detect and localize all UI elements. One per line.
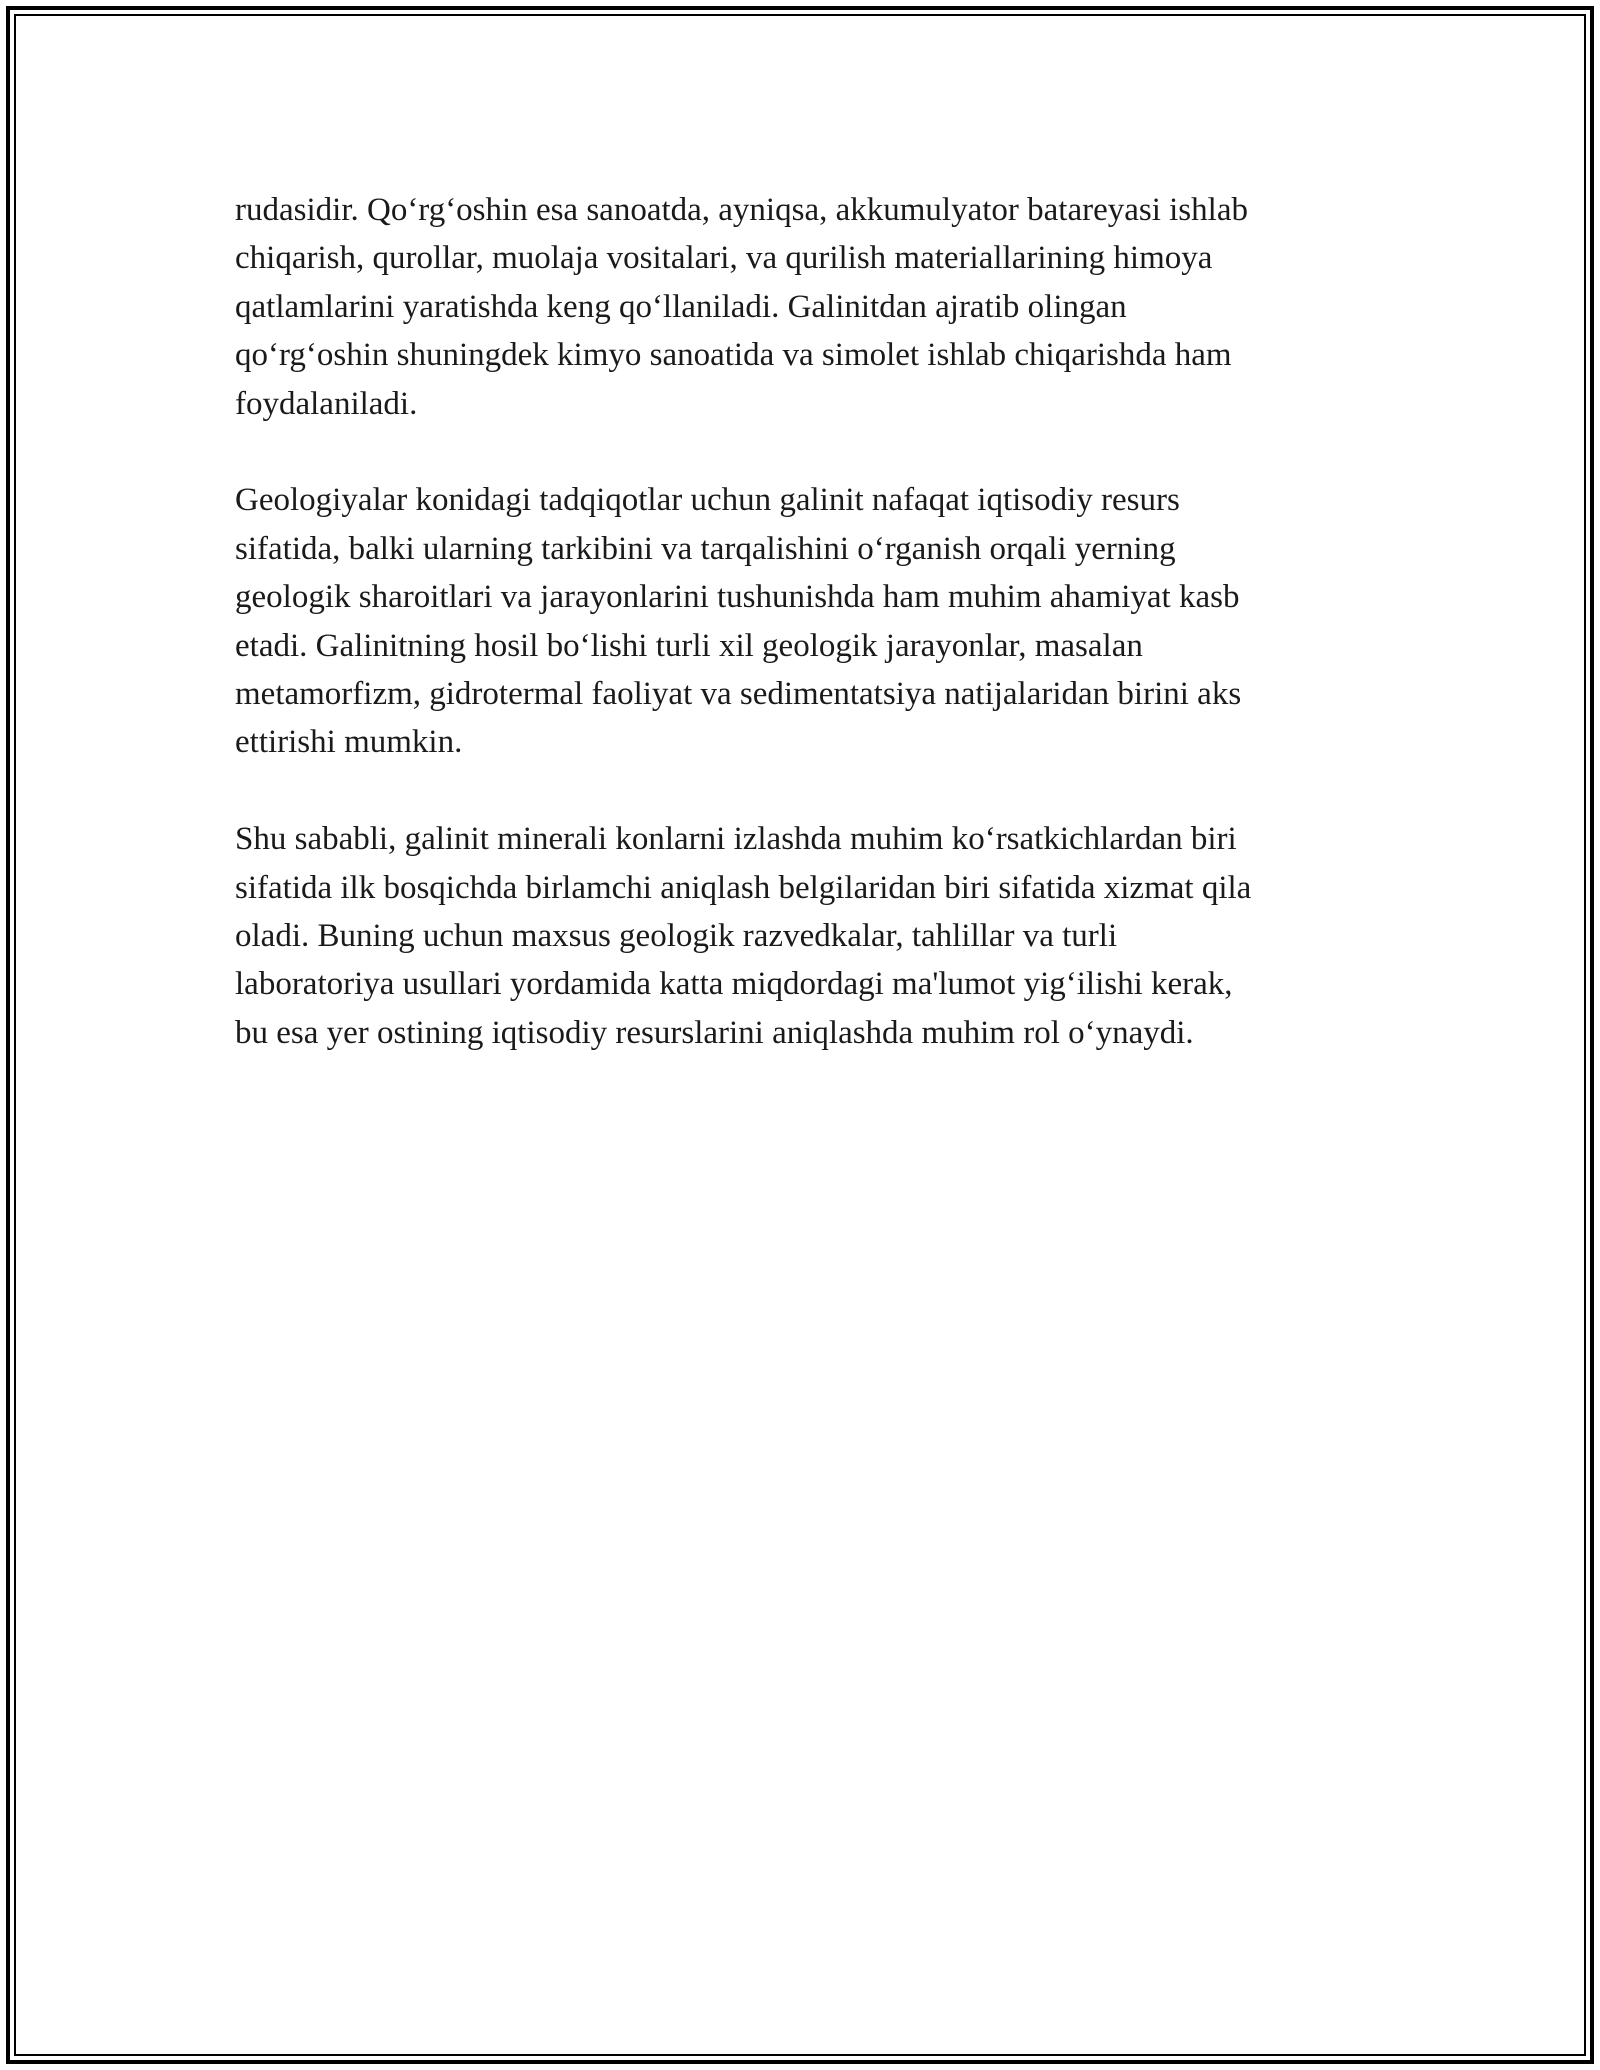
paragraph-1: rudasidir. Qo‘rg‘oshin esa sanoatda, ayniqsa, akkumulyator batareyasi ishlab chiqarish, qurollar, muolaja vositalari, va qurilish materiallarining himoya qatlamlarini yaratishda keng qo‘llaniladi. Galinitdan ajratib olingan qo‘rg‘oshin shuningdek kimyo sanoatida va simolet ishlab chiqarishda ham foydalaniladi. <box>235 192 1248 422</box>
paragraph-2: Geologiyalar konidagi tadqiqotlar uchun galinit nafaqat iqtisodiy resurs sifatida, balki ularning tarkibini va tarqalishini o‘rganish orqali yerning geologik sharoitlari va jarayonlarini tushunishda ham muhim ahamiyat kasb etadi. Galinitning hosil bo‘lishi turli xil geologik jarayonlar, masalan metamorfizm, gidrotermal faoliyat va sedimentatsiya natijalaridan birini aks ettirishi mumkin. <box>235 482 1242 761</box>
paragraph-3: Shu sababli, galinit minerali konlarni izlashda muhim ko‘rsatkichlardan biri sifatida ilk bosqichda birlamchi aniqlash belgilaridan biri sifatida xizmat qila oladi. Buning uchun maxsus geologik razvedkalar, tahlillar va turli laboratoriya usullari yordamida katta miqdordagi ma'lumot yig‘ilishi kerak, bu esa yer ostining iqtisodiy resurslarini aniqlashda muhim rol o‘ynaydi. <box>235 821 1252 1051</box>
document-body <box>235 186 1385 1106</box>
